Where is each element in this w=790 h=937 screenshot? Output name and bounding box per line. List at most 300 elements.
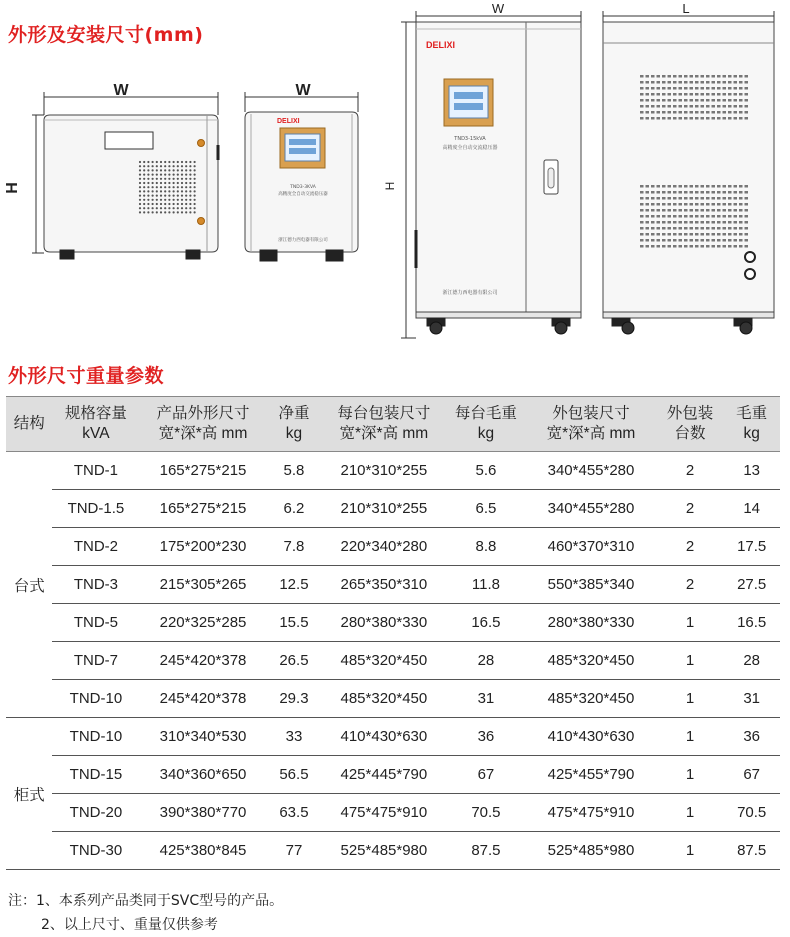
- table-cell: TND-2: [52, 528, 139, 566]
- vent-slot: [701, 99, 705, 102]
- vent-slot: [673, 245, 677, 248]
- vent-slot: [739, 81, 743, 84]
- vent-slot: [701, 215, 705, 218]
- vent-hole: [181, 174, 183, 176]
- vent-slot: [640, 105, 644, 108]
- table-cell: 210*310*255: [321, 452, 446, 490]
- vent-slot: [673, 75, 677, 78]
- table-cell: 63.5: [267, 794, 322, 832]
- vent-slot: [695, 239, 699, 242]
- vent-slot: [701, 191, 705, 194]
- vent-hole: [189, 178, 191, 180]
- table-cell: 220*325*285: [139, 604, 266, 642]
- vent-slot: [690, 203, 694, 206]
- table-cell: 1: [657, 794, 724, 832]
- vent-slot: [728, 99, 732, 102]
- vent-hole: [168, 182, 170, 184]
- table-cell: 1: [657, 756, 724, 794]
- vent-hole: [185, 195, 187, 197]
- vent-slot: [679, 87, 683, 90]
- vent-slot: [684, 75, 688, 78]
- vent-slot: [712, 215, 716, 218]
- vent-slot: [646, 191, 650, 194]
- vent-slot: [679, 105, 683, 108]
- vent-hole: [177, 165, 179, 167]
- width-label-2: W: [295, 82, 311, 99]
- vent-slot: [728, 245, 732, 248]
- vent-hole: [185, 211, 187, 213]
- vent-hole: [168, 186, 170, 188]
- cabinet-front-view: [401, 11, 581, 338]
- vent-hole: [173, 199, 175, 201]
- vent-slot: [717, 197, 721, 200]
- table-cell: 1: [657, 680, 724, 718]
- vent-slot: [673, 87, 677, 90]
- vent-slot: [646, 203, 650, 206]
- vent-slot: [745, 75, 749, 78]
- table-cell: 28: [447, 642, 526, 680]
- vent-slot: [646, 111, 650, 114]
- vent-hole: [143, 182, 145, 184]
- vent-slot: [679, 93, 683, 96]
- vent-slot: [651, 239, 655, 242]
- vent-hole: [156, 182, 158, 184]
- vent-slot: [712, 191, 716, 194]
- vent-hole: [164, 203, 166, 205]
- vent-slot: [701, 221, 705, 224]
- vent-slot: [640, 209, 644, 212]
- vent-hole: [147, 211, 149, 213]
- vent-hole: [147, 199, 149, 201]
- vent-hole: [164, 186, 166, 188]
- vent-slot: [679, 99, 683, 102]
- vent-hole: [185, 161, 187, 163]
- column-header-line: 宽*深*高 mm: [158, 425, 248, 442]
- vent-slot: [684, 239, 688, 242]
- vent-slot: [657, 185, 661, 188]
- vent-slot: [734, 87, 738, 90]
- table-cell: 67: [447, 756, 526, 794]
- table-row: [6, 642, 780, 680]
- vent-slot: [717, 99, 721, 102]
- vent-hole: [156, 174, 158, 176]
- vent-hole: [160, 207, 162, 209]
- vent-slot: [717, 245, 721, 248]
- vent-slot: [701, 197, 705, 200]
- vent-slot: [657, 105, 661, 108]
- vent-slot: [712, 87, 716, 90]
- table-cell: 29.3: [267, 680, 322, 718]
- vent-slot: [717, 81, 721, 84]
- column-header: [447, 397, 526, 452]
- vent-slot: [673, 191, 677, 194]
- vent-hole: [143, 161, 145, 163]
- vent-hole: [160, 169, 162, 171]
- vent-hole: [152, 207, 154, 209]
- vent-hole: [177, 211, 179, 213]
- vent-slot: [734, 117, 738, 120]
- vent-slot: [640, 203, 644, 206]
- vent-hole: [181, 161, 183, 163]
- width-label-1: W: [113, 82, 129, 99]
- vent-hole: [160, 195, 162, 197]
- vent-hole: [189, 199, 191, 201]
- table-row: [6, 452, 780, 490]
- vent-slot: [662, 203, 666, 206]
- column-header-line: 规格容量: [64, 405, 127, 422]
- vent-slot: [701, 105, 705, 108]
- vent-slot: [723, 105, 727, 108]
- vent-slot: [690, 99, 694, 102]
- table-cell: 16.5: [447, 604, 526, 642]
- vent-slot: [695, 185, 699, 188]
- vent-slot: [717, 117, 721, 120]
- vent-slot: [706, 81, 710, 84]
- vent-slot: [723, 233, 727, 236]
- vent-slot: [684, 105, 688, 108]
- table-cell: 165*275*215: [139, 490, 266, 528]
- vent-slot: [662, 99, 666, 102]
- vent-slot: [695, 99, 699, 102]
- vent-hole: [173, 161, 175, 163]
- vent-slot: [701, 209, 705, 212]
- vent-hole: [173, 165, 175, 167]
- column-header-line: 台数: [674, 425, 706, 442]
- vent-hole: [143, 190, 145, 192]
- vent-slot: [717, 75, 721, 78]
- vent-slot: [717, 105, 721, 108]
- vent-hole: [168, 207, 170, 209]
- vent-slot: [646, 197, 650, 200]
- table-cell: 485*320*450: [525, 642, 656, 680]
- vent-hole: [143, 174, 145, 176]
- vent-slot: [723, 245, 727, 248]
- vent-slot: [706, 209, 710, 212]
- section-title-weights: 外形尺寸重量参数: [8, 365, 165, 387]
- vent-hole: [156, 169, 158, 171]
- vent-slot: [745, 191, 749, 194]
- table-row: [6, 566, 780, 604]
- vent-hole: [152, 178, 154, 180]
- vent-slot: [640, 111, 644, 114]
- vent-hole: [177, 203, 179, 205]
- vent-hole: [152, 195, 154, 197]
- vent-slot: [717, 93, 721, 96]
- vent-hole: [156, 195, 158, 197]
- column-header-line: kVA: [82, 425, 110, 442]
- vent-slot: [734, 245, 738, 248]
- vent-slot: [690, 215, 694, 218]
- note-line-2: 2、以上尺寸、重量仅供参考: [41, 917, 218, 933]
- vent-slot: [739, 93, 743, 96]
- vent-hole: [147, 169, 149, 171]
- vent-hole: [139, 207, 141, 209]
- table-cell: 475*475*910: [321, 794, 446, 832]
- vent-slot: [745, 87, 749, 90]
- width-label-3: W: [491, 1, 505, 16]
- vent-slot: [651, 105, 655, 108]
- vent-slot: [734, 111, 738, 114]
- vent-slot: [662, 221, 666, 224]
- vent-slot: [673, 233, 677, 236]
- vent-slot: [684, 245, 688, 248]
- vent-slot: [668, 75, 672, 78]
- vent-hole: [147, 161, 149, 163]
- vent-slot: [728, 87, 732, 90]
- vent-slot: [706, 185, 710, 188]
- vent-slot: [712, 117, 716, 120]
- vent-hole: [152, 165, 154, 167]
- vent-slot: [712, 99, 716, 102]
- vent-slot: [734, 105, 738, 108]
- vent-hole: [177, 169, 179, 171]
- vent-slot: [712, 245, 716, 248]
- vent-slot: [723, 209, 727, 212]
- vent-slot: [668, 233, 672, 236]
- vent-hole: [139, 211, 141, 213]
- vent-slot: [690, 87, 694, 90]
- table-cell: 87.5: [723, 832, 780, 870]
- vent-slot: [651, 75, 655, 78]
- column-header-line: 每台包装尺寸: [337, 405, 431, 422]
- vent-slot: [679, 197, 683, 200]
- vent-slot: [679, 117, 683, 120]
- table-cell: 220*340*280: [321, 528, 446, 566]
- vent-slot: [745, 239, 749, 242]
- vent-slot: [712, 197, 716, 200]
- vent-slot: [717, 215, 721, 218]
- vent-slot: [706, 111, 710, 114]
- vent-slot: [706, 99, 710, 102]
- vent-slot: [640, 185, 644, 188]
- table-cell: 485*320*450: [321, 642, 446, 680]
- vent-slot: [673, 105, 677, 108]
- vent-slot: [745, 93, 749, 96]
- vent-slot: [651, 191, 655, 194]
- column-header-line: kg: [477, 425, 495, 442]
- vent-slot: [745, 215, 749, 218]
- vent-slot: [717, 111, 721, 114]
- vent-slot: [646, 117, 650, 120]
- vent-slot: [690, 209, 694, 212]
- vent-slot: [651, 117, 655, 120]
- vent-slot: [695, 75, 699, 78]
- vent-slot: [712, 111, 716, 114]
- vent-hole: [164, 211, 166, 213]
- vent-slot: [706, 221, 710, 224]
- vent-hole: [173, 174, 175, 176]
- vent-slot: [712, 93, 716, 96]
- vent-slot: [728, 93, 732, 96]
- vent-hole: [152, 190, 154, 192]
- table-row: [6, 718, 780, 756]
- vent-slot: [657, 117, 661, 120]
- structure-group-label: 柜式: [6, 718, 52, 870]
- vent-hole: [181, 178, 183, 180]
- vent-slot: [706, 239, 710, 242]
- vent-slot: [695, 203, 699, 206]
- vent-slot: [695, 227, 699, 230]
- vent-hole: [177, 174, 179, 176]
- table-cell: 425*455*790: [525, 756, 656, 794]
- table-cell: 485*320*450: [525, 680, 656, 718]
- vent-slot: [684, 81, 688, 84]
- vent-slot: [673, 81, 677, 84]
- vent-slot: [723, 117, 727, 120]
- vent-slot: [679, 239, 683, 242]
- vent-hole: [164, 207, 166, 209]
- vent-slot: [679, 185, 683, 188]
- vent-slot: [679, 75, 683, 78]
- table-cell: 245*420*378: [139, 680, 266, 718]
- vent-slot: [668, 239, 672, 242]
- vent-hole: [181, 199, 183, 201]
- vent-slot: [657, 203, 661, 206]
- column-header-line: 每台毛重: [454, 405, 517, 422]
- vent-slot: [745, 111, 749, 114]
- vent-slot: [657, 233, 661, 236]
- vent-slot: [668, 111, 672, 114]
- vent-hole: [189, 211, 191, 213]
- vent-slot: [734, 81, 738, 84]
- vent-hole: [177, 182, 179, 184]
- vent-slot: [673, 203, 677, 206]
- vent-hole: [189, 190, 191, 192]
- vent-hole: [194, 169, 196, 171]
- vent-slot: [662, 245, 666, 248]
- vent-slot: [690, 81, 694, 84]
- vent-hole: [147, 190, 149, 192]
- table-cell: 16.5: [723, 604, 780, 642]
- vent-hole: [160, 174, 162, 176]
- vent-slot: [668, 105, 672, 108]
- vent-hole: [147, 207, 149, 209]
- table-cell: 36: [447, 718, 526, 756]
- vent-slot: [651, 99, 655, 102]
- column-header-line: 产品外形尺寸: [156, 405, 250, 422]
- vent-hole: [147, 186, 149, 188]
- table-cell: 410*430*630: [321, 718, 446, 756]
- vent-slot: [712, 203, 716, 206]
- vent-hole: [156, 199, 158, 201]
- table-cell: 36: [723, 718, 780, 756]
- vent-hole: [139, 195, 141, 197]
- vent-slot: [701, 245, 705, 248]
- vent-hole: [164, 174, 166, 176]
- table-cell: 280*380*330: [321, 604, 446, 642]
- vent-hole: [168, 161, 170, 163]
- vent-slot: [706, 203, 710, 206]
- vent-slot: [701, 87, 705, 90]
- table-cell: 14: [723, 490, 780, 528]
- vent-slot: [679, 221, 683, 224]
- length-label: L: [682, 1, 690, 16]
- vent-hole: [177, 195, 179, 197]
- vent-slot: [728, 209, 732, 212]
- vent-slot: [690, 191, 694, 194]
- vent-slot: [651, 209, 655, 212]
- vent-slot: [739, 185, 743, 188]
- table-cell: 6.5: [447, 490, 526, 528]
- table-cell: 77: [267, 832, 322, 870]
- vent-hole: [189, 182, 191, 184]
- vent-hole: [164, 199, 166, 201]
- vent-hole: [189, 161, 191, 163]
- table-cell: TND-3: [52, 566, 139, 604]
- vent-hole: [156, 178, 158, 180]
- table-cell: 340*455*280: [525, 452, 656, 490]
- vent-slot: [646, 215, 650, 218]
- vent-slot: [673, 93, 677, 96]
- vent-slot: [651, 111, 655, 114]
- vent-hole: [156, 186, 158, 188]
- vent-slot: [706, 93, 710, 96]
- vent-slot: [695, 197, 699, 200]
- table-cell: 2: [657, 528, 724, 566]
- table-row: [6, 528, 780, 566]
- vent-slot: [706, 227, 710, 230]
- vent-slot: [723, 99, 727, 102]
- vent-slot: [717, 203, 721, 206]
- table-cell: TND-10: [52, 680, 139, 718]
- vent-hole: [177, 199, 179, 201]
- vent-slot: [662, 81, 666, 84]
- table-cell: 7.8: [267, 528, 322, 566]
- vent-slot: [684, 227, 688, 230]
- table-cell: 2: [657, 490, 724, 528]
- column-header-line: 宽*深*高 mm: [339, 425, 429, 442]
- vent-slot: [734, 215, 738, 218]
- table-cell: 550*385*340: [525, 566, 656, 604]
- table-row: [6, 680, 780, 718]
- table-cell: 70.5: [723, 794, 780, 832]
- vent-hole: [194, 195, 196, 197]
- vent-slot: [668, 99, 672, 102]
- vent-slot: [734, 203, 738, 206]
- vent-hole: [173, 211, 175, 213]
- table-cell: 165*275*215: [139, 452, 266, 490]
- vent-hole: [164, 182, 166, 184]
- vent-hole: [181, 211, 183, 213]
- brand-logo-large: DELIXI: [426, 40, 456, 50]
- vent-hole: [185, 203, 187, 205]
- vent-hole: [143, 195, 145, 197]
- vent-slot: [745, 185, 749, 188]
- vent-slot: [662, 227, 666, 230]
- vent-slot: [640, 87, 644, 90]
- table-cell: 425*380*845: [139, 832, 266, 870]
- vent-hole: [189, 174, 191, 176]
- vent-hole: [143, 186, 145, 188]
- column-header: 结构: [6, 397, 52, 452]
- vent-slot: [657, 245, 661, 248]
- table-cell: 5.6: [447, 452, 526, 490]
- table-cell: 1: [657, 604, 724, 642]
- vent-slot: [690, 197, 694, 200]
- vent-hole: [143, 203, 145, 205]
- vent-slot: [679, 233, 683, 236]
- table-cell: 31: [723, 680, 780, 718]
- vent-hole: [152, 211, 154, 213]
- vent-slot: [657, 99, 661, 102]
- vent-slot: [668, 197, 672, 200]
- table-cell: 280*380*330: [525, 604, 656, 642]
- vent-hole: [156, 211, 158, 213]
- vent-hole: [147, 174, 149, 176]
- column-header-line: 宽*深*高 mm: [546, 425, 636, 442]
- vent-slot: [745, 227, 749, 230]
- vent-slot: [695, 215, 699, 218]
